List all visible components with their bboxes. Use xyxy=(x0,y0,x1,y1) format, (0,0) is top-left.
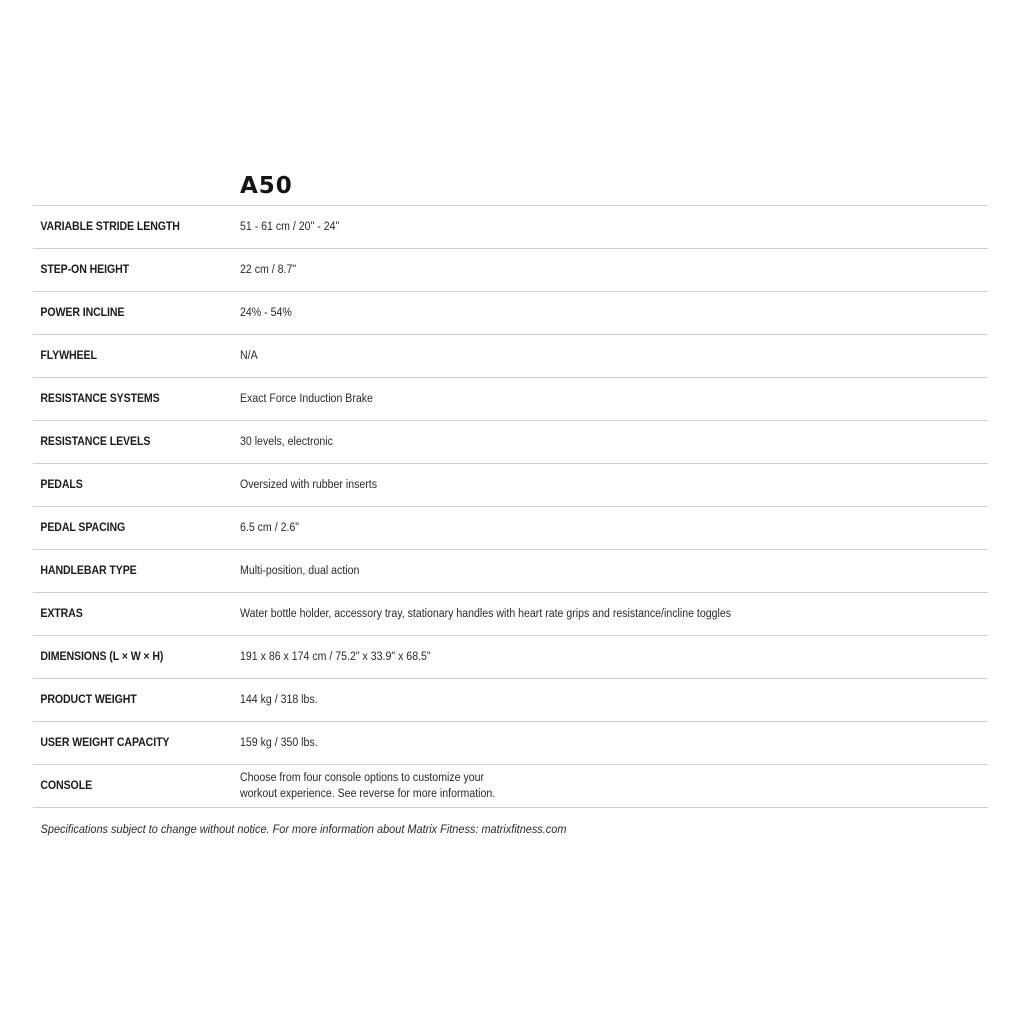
spec-label: VARIABLE STRIDE LENGTH xyxy=(40,221,180,233)
spec-label: RESISTANCE LEVELS xyxy=(40,436,151,448)
spec-value: N/A xyxy=(240,350,258,362)
footnote: Specifications subject to change without notice. For more information about Matrix Fitness: matrixfitness.com xyxy=(40,824,567,836)
spec-label: PEDALS xyxy=(40,479,83,491)
spec-row-extras xyxy=(33,593,988,636)
spec-value: Exact Force Induction Brake xyxy=(240,393,373,405)
spec-row-console xyxy=(33,765,988,808)
spec-label: STEP-ON HEIGHT xyxy=(40,264,130,276)
model-title: A50 xyxy=(240,173,293,199)
spec-row-flywheel xyxy=(33,335,988,378)
spec-value: Water bottle holder, accessory tray, stationary handles with heart rate grips and resistance/incline toggles xyxy=(240,608,732,620)
spec-value: 30 levels, electronic xyxy=(240,436,333,448)
spec-row-user-weight-capacity xyxy=(33,722,988,765)
spec-row-product-weight xyxy=(33,679,988,722)
spec-row-dimensions xyxy=(33,636,988,679)
spec-row-step-on-height xyxy=(33,249,988,292)
spec-value: 159 kg / 350 lbs. xyxy=(240,737,318,749)
spec-value: Choose from four console options to customize your workout experience. See reverse for more information. xyxy=(240,772,496,800)
spec-value: Oversized with rubber inserts xyxy=(240,479,378,491)
spec-row-resistance-levels xyxy=(33,421,988,464)
spec-row-variable-stride-length xyxy=(33,206,988,249)
spec-label: USER WEIGHT CAPACITY xyxy=(40,737,170,749)
spec-row-resistance-systems xyxy=(33,378,988,421)
spec-value: 144 kg / 318 lbs. xyxy=(240,694,318,706)
spec-sheet xyxy=(33,164,988,836)
spec-label: PRODUCT WEIGHT xyxy=(40,694,137,706)
spec-label: PEDAL SPACING xyxy=(40,522,126,534)
spec-value: 191 x 86 x 174 cm / 75.2" x 33.9" x 68.5" xyxy=(240,651,431,663)
spec-value: 24% - 54% xyxy=(240,307,292,319)
spec-label: CONSOLE xyxy=(40,780,93,792)
spec-row-pedal-spacing xyxy=(33,507,988,550)
spec-label: DIMENSIONS (L × W × H) xyxy=(40,651,164,663)
spec-label: EXTRAS xyxy=(40,608,83,620)
spec-label: POWER INCLINE xyxy=(40,307,125,319)
spec-label: FLYWHEEL xyxy=(40,350,97,362)
spec-row-power-incline xyxy=(33,292,988,335)
spec-value: Multi-position, dual action xyxy=(240,565,360,577)
model-header xyxy=(33,164,988,206)
spec-value: 22 cm / 8.7" xyxy=(240,264,297,276)
spec-label: RESISTANCE SYSTEMS xyxy=(40,393,160,405)
spec-label: HANDLEBAR TYPE xyxy=(40,565,137,577)
spec-value: 6.5 cm / 2.6" xyxy=(240,522,300,534)
spec-row-handlebar-type xyxy=(33,550,988,593)
spec-value: 51 - 61 cm / 20" - 24" xyxy=(240,221,340,233)
spec-row-pedals xyxy=(33,464,988,507)
